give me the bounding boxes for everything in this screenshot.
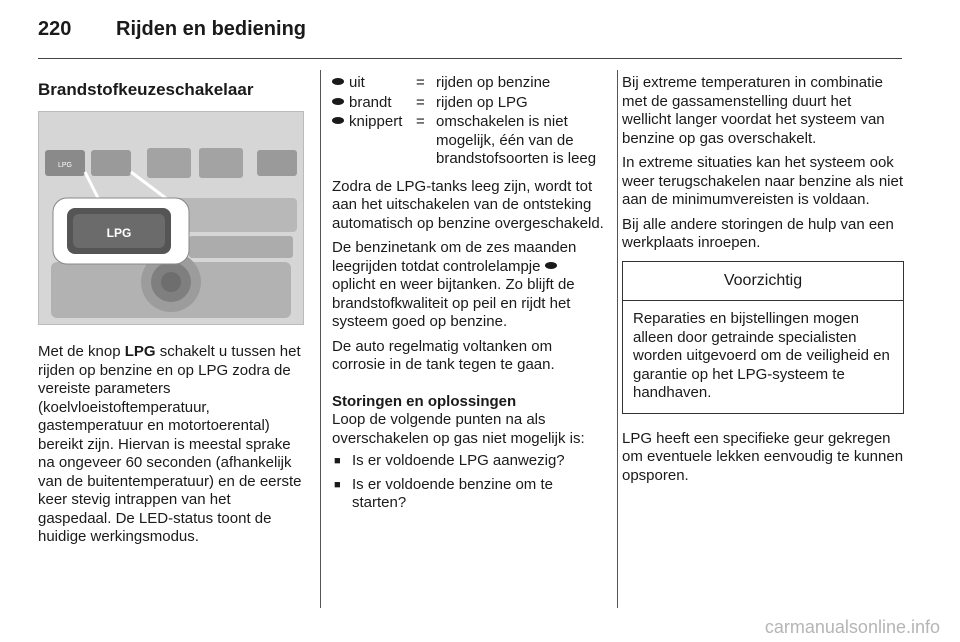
- paragraph: De auto regelmatig voltanken om corrosie in de tank tegen te gaan.: [332, 337, 555, 373]
- paragraph-part: oplicht en weer bijtanken. Zo blijft de brandstofkwaliteit op peil en rijdt het systeem goed op benzine.: [332, 276, 575, 330]
- led-state: knippert: [349, 113, 403, 130]
- lpg-bold-label: LPG: [124, 343, 156, 360]
- warning-lamp-icon: [545, 262, 557, 269]
- led-meaning: omschakelen is niet mogelijk, één van de brandstofsoorten is leeg: [436, 113, 597, 167]
- large-lpg-label: LPG: [106, 226, 132, 240]
- page-number: 220: [38, 18, 72, 40]
- dashboard-console-illustration: [39, 112, 303, 324]
- column-2: [332, 74, 604, 518]
- checklist: [332, 452, 604, 513]
- paragraph: Bij alle andere storingen de hulp van een werkplaats inroepen.: [622, 215, 894, 251]
- led-eq: =: [416, 74, 425, 91]
- paragraph: Loop de volgende punten na als overschakelen op gas niet mogelijk is:: [332, 411, 585, 447]
- column-3: [622, 74, 904, 491]
- led-icon: [332, 117, 344, 124]
- led-state: brandt: [349, 93, 392, 111]
- caution-title: Voorzichtig: [623, 262, 903, 302]
- para-post: schakelt u tussen het rijden op benzine en op LPG zodra de vereiste parameters (koelvloeistoftemperatuur, gastemperatuur en motortoerental) bereikt zijn. Hiervan is meestal sprake na ongeveer 60 seconden (afhankelijk van de buitentemperatuur) en de eerste keer stevig intrappen van het gaspedaal. De LED-status toont de huidige werkingsmodus.: [38, 343, 302, 545]
- section-title: Brandstofkeuzeschakelaar: [38, 80, 254, 99]
- caution-body: Reparaties en bijstellingen mogen alleen door getrainde specialisten worden uitgevoerd om de veiligheid en garantie op het LPG-systeem te handhaven.: [633, 310, 890, 401]
- subheading: Storingen en oplossingen: [332, 392, 517, 410]
- para-pre: Met de knop: [38, 343, 125, 360]
- led-row: [332, 113, 604, 170]
- led-eq: =: [416, 113, 425, 130]
- paragraph: LPG heeft een specifieke geur gekregen om eventuele lekken eenvoudig te kunnen opsporen.: [622, 429, 904, 484]
- lpg-switch-figure: [38, 111, 304, 325]
- led-icon: [332, 98, 344, 105]
- paragraph-part: De benzinetank om de zes maanden leegrijden totdat controlelampje: [332, 239, 577, 275]
- led-status-table: [332, 74, 604, 170]
- column-1: [38, 74, 304, 553]
- column-divider-1: [320, 70, 321, 608]
- list-item: ■ Is er voldoende LPG aanwezig?: [332, 452, 604, 471]
- small-lpg-label: LPG: [57, 162, 73, 169]
- led-row: [332, 94, 604, 114]
- column-divider-2: [617, 70, 618, 608]
- header-rule: [38, 58, 902, 59]
- paragraph: In extreme situaties kan het systeem ook weer terugschakelen naar benzine als niet aan de minimumvereisten is voldaan.: [622, 154, 904, 208]
- led-state: uit: [349, 74, 365, 91]
- paragraph: Bij extreme temperaturen in combinatie met de gassamenstelling duurt het wellicht langer voordat het systeem van benzine op gas overschakelt.: [622, 74, 885, 147]
- led-meaning: rijden op benzine: [436, 74, 551, 91]
- watermark: carmanualsonline.info: [764, 617, 940, 637]
- led-meaning: rijden op LPG: [436, 93, 528, 111]
- page-header: [38, 18, 306, 41]
- caution-box: [622, 261, 904, 414]
- led-row: [332, 74, 604, 94]
- led-icon: [332, 78, 344, 85]
- lpg-intro-paragraph: [38, 343, 304, 547]
- list-item: ■ Is er voldoende benzine om te starten?: [332, 476, 604, 513]
- led-eq: =: [416, 93, 425, 111]
- paragraph: [332, 239, 604, 332]
- chapter-title: Rijden en bediening: [116, 18, 307, 40]
- paragraph: Zodra de LPG-tanks leeg zijn, wordt tot aan het uitschakelen van de ontsteking automatisch op benzine overgeschakeld.: [332, 177, 604, 232]
